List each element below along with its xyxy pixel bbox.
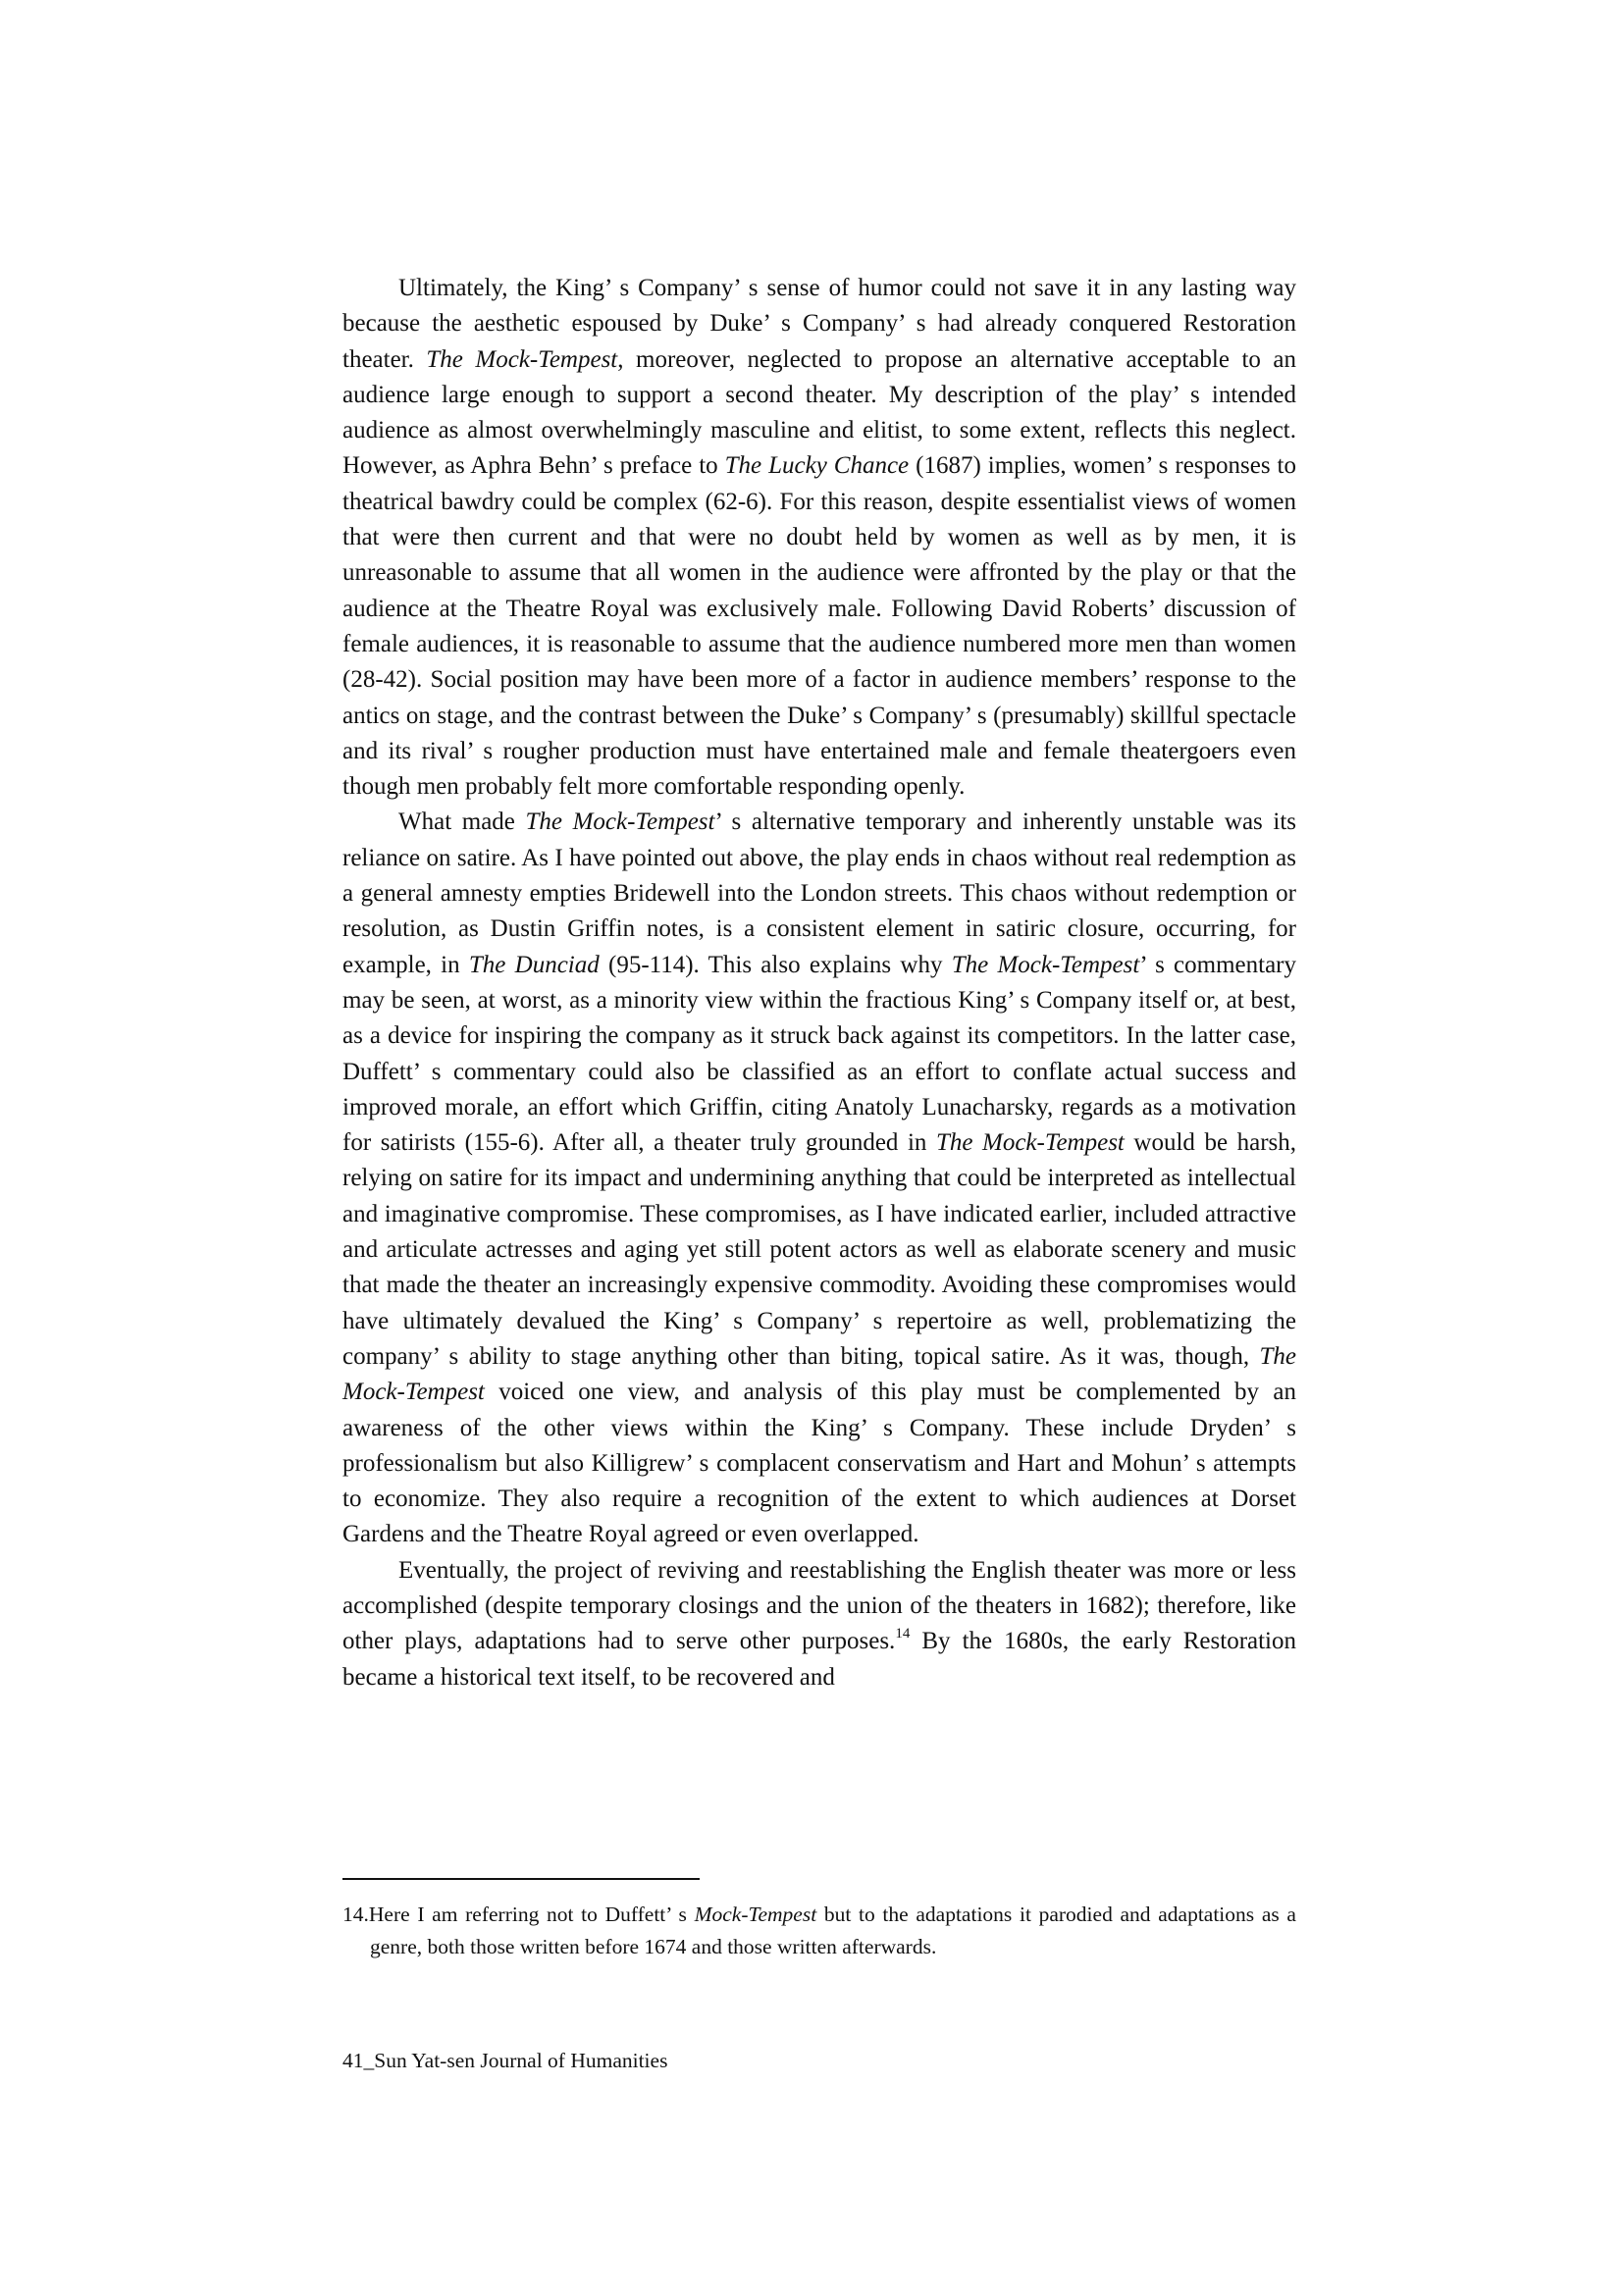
text-run: Ultimately, the King’ s Company’ s sense of humor could not save it in any lasting way because the aesthetic espoused by Duke’ s Company’ s had already conquered Restoration theater. xyxy=(342,275,1296,373)
italic-title: Mock-Tempest xyxy=(694,1903,817,1926)
text-run: 14.Here I am referring not to Duffett’ s xyxy=(342,1903,695,1926)
paragraph xyxy=(342,271,1296,805)
text-run: ’ s alternative temporary and inherently unstable was its reliance on satire. As I have pointed out above, the play ends in chaos without real redemption as a general amnesty empties Bridewell into the London streets. This chaos without redemption or resolution, as Dustin Griffin notes, is a consistent element in satiric closure, occurring, for example, in xyxy=(342,808,1296,978)
text-run: but to the adaptations it parodied and adaptations as a genre, both those written before 1674 and those written afterwards. xyxy=(370,1903,1296,1958)
italic-title: The Dunciad xyxy=(468,951,600,978)
text-run: Eventually, the project of reviving and reestablishing the English theater was more or less accomplished (despite temporary closings and the union of the theaters in 1682); therefore, like other plays, adaptations had to serve other purposes. xyxy=(342,1556,1296,1655)
text-run: What made xyxy=(398,808,526,836)
text-run: (1687) implies, women’ s responses to theatrical bawdry could be complex (62-6). For this reason, despite essentialist views of women that were then current and that were no doubt held by women as well as by men, it is unreasonable to assume that all women in the audience were affronted by the play or that the audience at the Theatre Royal was exclusively male. Following David Roberts’ discussion of female audiences, it is reasonable to assume that the audience numbered more men than women (28-42). Social position may have been more of a factor in audience members’ response to the antics on stage, and the contrast between the Duke’ s Company’ s (presumably) skillful spectacle and its rival’ s rougher production must have entertained male and female theatergoers even though men probably felt more comfortable responding openly. xyxy=(342,452,1296,801)
paragraph xyxy=(342,1553,1296,1695)
footnote-marker: 14 xyxy=(895,1626,911,1642)
italic-title: The Mock-Tempest xyxy=(935,1129,1125,1157)
text-run: would be harsh, relying on satire for its impact and undermining anything that could be interpreted as intellectual and imaginative compromise. These compromises, as I have indicated earlier, included attractive and articulate actresses and aging yet still potent actors as well as elaborate scenery and music that made the theater an increasingly expensive commodity. Avoiding these compromises would have ultimately devalued the King’ s Company’ s repertoire as well, problematizing the company’ s ability to stage anything other than biting, topical satire. As it was, though, xyxy=(342,1129,1297,1370)
text-run: ’ s commentary may be seen, at worst, as a minority view within the fractious King’ s Company itself or, at best, as a device for inspiring the company as it struck back against its competitors. In the latter case, Duffett’ s commentary could also be classified as an effort to conflate actual success and improved morale, an effort which Griffin, citing Anatoly Lunacharsky, regards as a motivation for satirists (155-6). After all, a theater truly grounded in xyxy=(342,951,1296,1157)
text-run: By the 1680s, the early Restoration became a historical text itself, to be recovered and xyxy=(342,1628,1297,1691)
paragraph xyxy=(342,805,1296,1552)
page-footer: 41_Sun Yat-sen Journal of Humanities xyxy=(342,2049,668,2072)
italic-title: The Lucky Chance xyxy=(724,452,910,480)
italic-title: The Mock-Tempest xyxy=(342,1342,1296,1406)
text-run: (95-114). This also explains why xyxy=(599,951,952,978)
footnote xyxy=(342,1899,1296,1963)
italic-title: The Mock-Tempest xyxy=(426,345,618,373)
footnote-divider xyxy=(342,1878,700,1880)
text-run: , moreover, neglected to propose an alternative acceptable to an audience large enough to support a second theater. My description of the play’ s intended audience as almost overwhelmingly masculine and elitist, to some extent, reflects this neglect. However, as Aphra Behn’ s preface to xyxy=(342,345,1296,480)
main-text xyxy=(342,271,1296,1695)
text-run: voiced one view, and analysis of this play must be complemented by an awareness of the other views within the King’ s Company. These include Dryden’ s professionalism but also Killigrew’ s complacent conservatism and Hart and Mohun’ s attempts to economize. They also require a recognition of the extent to which audiences at Dorset Gardens and the Theatre Royal agreed or even overlapped. xyxy=(342,1379,1296,1548)
italic-title: The Mock-Tempest xyxy=(951,951,1140,978)
italic-title: The Mock-Tempest xyxy=(525,808,715,836)
